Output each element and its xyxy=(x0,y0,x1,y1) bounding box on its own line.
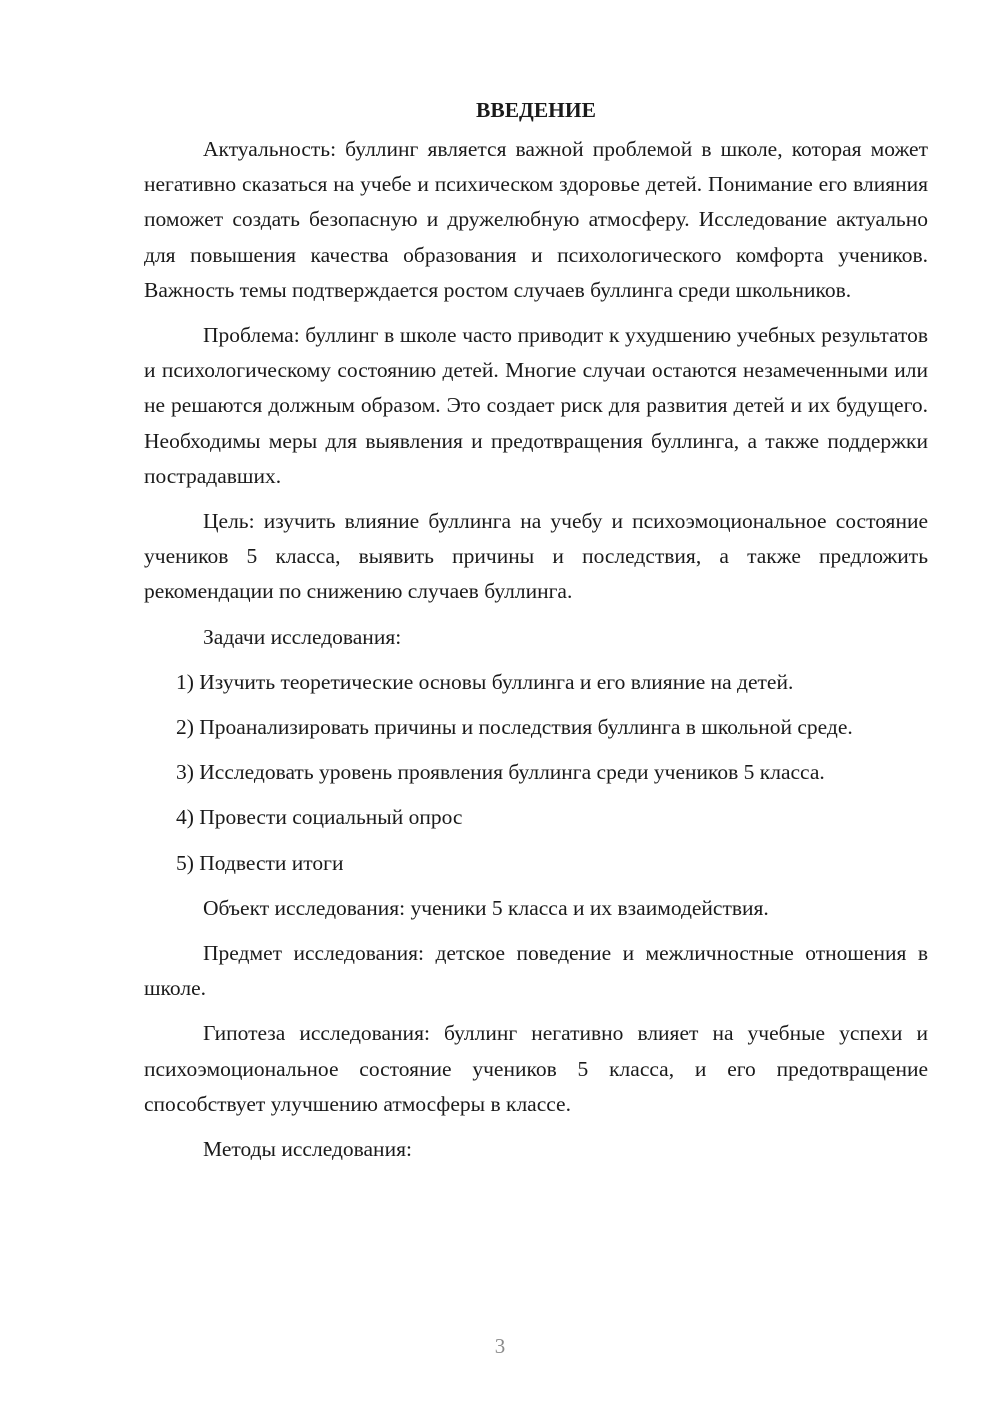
paragraph-relevance: Актуальность: буллинг является важной проблемой в школе, которая может негативно сказаться на учебе и психическом здоровье детей. Понимание его влияния поможет создать безопасную и дружелюбную атмосферу. Исследование актуально для повышения качества образования и психологического комфорта учеников. Важность темы подтверждается ростом случаев буллинга среди школьников. xyxy=(144,137,928,302)
paragraph-subject: Предмет исследования: детское поведение и межличностные отношения в школе. xyxy=(144,941,928,1001)
task-item-2: 2) Проанализировать причины и последствия буллинга в школьной среде. xyxy=(176,715,853,740)
page-title: ВВЕДЕНИЕ xyxy=(476,98,596,122)
task-item-3: 3) Исследовать уровень проявления буллинга среди учеников 5 класса. xyxy=(176,760,825,785)
task-item-4: 4) Провести социальный опрос xyxy=(176,805,463,830)
paragraph-problem: Проблема: буллинг в школе часто приводит к ухудшению учебных результатов и психологическому состоянию детей. Многие случаи остаются незамеченными или не решаются должным образом. Это создает риск для развития детей и их будущего. Необходимы меры для выявления и предотвращения буллинга, а также поддержки пострадавших. xyxy=(144,323,928,488)
tasks-heading: Задачи исследования: xyxy=(203,624,402,649)
task-item-1: 1) Изучить теоретические основы буллинга и его влияние на детей. xyxy=(176,669,794,694)
paragraph-object: Объект исследования: ученики 5 класса и их взаимодействия. xyxy=(203,895,769,920)
page-number: 3 xyxy=(494,1334,506,1358)
document-page xyxy=(144,92,928,1177)
task-item-5: 5) Подвести итоги xyxy=(176,850,344,875)
paragraph-goal: Цель: изучить влияние буллинга на учебу и психоэмоциональное состояние учеников 5 класса, выявить причины и последствия, а также предложить рекомендации по снижению случаев буллинга. xyxy=(144,509,928,604)
methods-heading: Методы исследования: xyxy=(203,1137,412,1162)
paragraph-hypothesis: Гипотеза исследования: буллинг негативно влияет на учебные успехи и психоэмоциональное состояние учеников 5 класса, и его предотвращение способствует улучшению атмосферы в классе. xyxy=(144,1021,928,1116)
